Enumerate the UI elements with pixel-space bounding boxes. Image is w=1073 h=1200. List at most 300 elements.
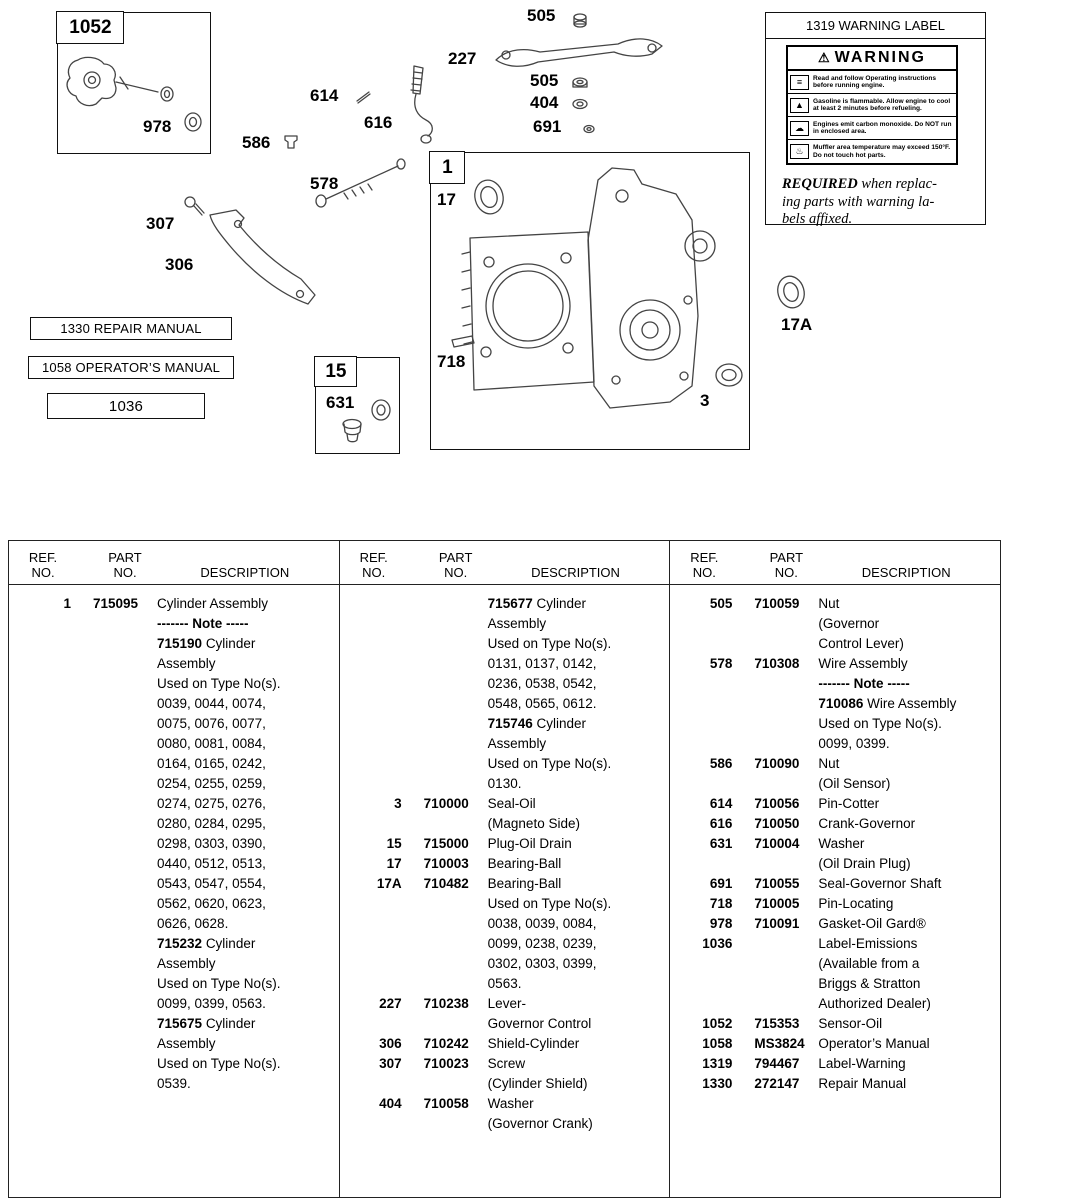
carbon-monoxide-icon: ☁ bbox=[790, 121, 809, 136]
table-row bbox=[340, 754, 670, 774]
table-row bbox=[670, 1054, 1000, 1074]
description: Bearing-Ball bbox=[487, 876, 562, 891]
table-row bbox=[670, 1014, 1000, 1034]
part-callout: 578 bbox=[310, 174, 339, 193]
description: 0080, 0081, 0084, bbox=[157, 736, 266, 751]
part-no bbox=[754, 974, 818, 994]
part-callout: 691 bbox=[533, 117, 562, 136]
part-no bbox=[754, 634, 818, 654]
description: 0563. bbox=[487, 976, 522, 991]
part-no bbox=[93, 734, 157, 754]
part-no bbox=[754, 774, 818, 794]
parts-column-body bbox=[670, 585, 1000, 1094]
ref-no: 307 bbox=[379, 1056, 402, 1071]
ref-no: 614 bbox=[709, 796, 733, 811]
table-row bbox=[340, 714, 670, 734]
parts-column-header bbox=[9, 541, 339, 585]
part-no bbox=[424, 754, 488, 774]
part-no: 710050 bbox=[754, 816, 800, 831]
part-no: 710090 bbox=[754, 756, 800, 771]
table-row bbox=[9, 774, 339, 794]
part-no bbox=[424, 654, 488, 674]
table-row bbox=[9, 1034, 339, 1054]
table-row bbox=[9, 674, 339, 694]
part-no bbox=[93, 914, 157, 934]
part-no: 272147 bbox=[754, 1076, 800, 1091]
description: 0539. bbox=[157, 1076, 191, 1091]
part-callout: 306 bbox=[165, 255, 194, 274]
part-callout: 616 bbox=[364, 113, 393, 132]
table-row bbox=[670, 994, 1000, 1014]
table-row bbox=[9, 814, 339, 834]
operating-instructions-icon: ≡ bbox=[790, 75, 809, 90]
table-row bbox=[670, 674, 1000, 694]
part-no bbox=[424, 614, 488, 634]
description: 715746 Cylinder bbox=[487, 716, 587, 731]
table-row bbox=[670, 634, 1000, 654]
description: 0543, 0547, 0554, bbox=[157, 876, 266, 891]
part-no bbox=[754, 994, 818, 1014]
ref-no bbox=[346, 634, 402, 654]
part-no bbox=[424, 934, 488, 954]
col-header-part-no: PART NO. bbox=[108, 550, 142, 580]
part-no bbox=[424, 734, 488, 754]
warning-row bbox=[788, 117, 956, 140]
warning-triangle-icon: ⚠ bbox=[818, 50, 830, 65]
table-row bbox=[670, 934, 1000, 954]
description: 0548, 0565, 0612. bbox=[487, 696, 597, 711]
description: Assembly bbox=[487, 616, 547, 631]
parts-column bbox=[9, 541, 339, 1197]
assembly-group-ref-label: 1052 bbox=[56, 11, 124, 44]
table-row bbox=[9, 1074, 339, 1094]
ref-no bbox=[346, 894, 402, 914]
ref-no bbox=[676, 694, 732, 714]
description: Briggs & Stratton bbox=[818, 976, 921, 991]
parts-column-header bbox=[340, 541, 670, 585]
warning-row-text: Read and follow Operating instructions before running engine. bbox=[813, 74, 937, 89]
description: 0131, 0137, 0142, bbox=[487, 656, 597, 671]
table-row bbox=[340, 814, 670, 834]
part-no bbox=[93, 794, 157, 814]
part-no bbox=[93, 754, 157, 774]
description: Authorized Dealer) bbox=[818, 996, 931, 1011]
table-row bbox=[340, 914, 670, 934]
part-no: 710003 bbox=[423, 856, 469, 871]
table-row bbox=[9, 594, 339, 614]
ref-no bbox=[346, 654, 402, 674]
part-no bbox=[754, 714, 818, 734]
warning-label-rows bbox=[788, 71, 956, 163]
description: Nut bbox=[818, 756, 840, 771]
part-no bbox=[424, 894, 488, 914]
table-row bbox=[670, 714, 1000, 734]
description: (Oil Sensor) bbox=[818, 776, 891, 791]
description: (Magneto Side) bbox=[487, 816, 580, 831]
ref-no bbox=[676, 974, 732, 994]
ref-no: 616 bbox=[709, 816, 733, 831]
part-no bbox=[93, 774, 157, 794]
assembly-group-box bbox=[57, 12, 211, 154]
ref-no: 1330 bbox=[702, 1076, 733, 1091]
description: Used on Type No(s). bbox=[487, 896, 612, 911]
description: Crank-Governor bbox=[818, 816, 916, 831]
ref-no bbox=[15, 714, 71, 734]
part-callout: 3 bbox=[700, 391, 710, 410]
description: 0298, 0303, 0390, bbox=[157, 836, 266, 851]
description: Used on Type No(s). bbox=[487, 636, 612, 651]
description: Operator’s Manual bbox=[818, 1036, 930, 1051]
description: Lever- bbox=[487, 996, 526, 1011]
warning-panel-title: 1319 WARNING LABEL bbox=[766, 13, 985, 39]
ref-no bbox=[676, 954, 732, 974]
ref-no bbox=[676, 634, 732, 654]
ref-no bbox=[346, 954, 402, 974]
ref-no bbox=[15, 954, 71, 974]
ref-no bbox=[346, 614, 402, 634]
description: 0254, 0255, 0259, bbox=[157, 776, 266, 791]
table-row bbox=[670, 734, 1000, 754]
ref-no bbox=[346, 1114, 402, 1134]
table-row bbox=[670, 854, 1000, 874]
col-header-ref-no: REF. NO. bbox=[28, 550, 58, 580]
description: (Governor bbox=[818, 616, 880, 631]
part-callout: 404 bbox=[530, 93, 559, 112]
part-no bbox=[424, 694, 488, 714]
table-row bbox=[9, 1054, 339, 1074]
description: 0039, 0044, 0074, bbox=[157, 696, 266, 711]
part-no bbox=[93, 874, 157, 894]
description: Used on Type No(s). bbox=[157, 1056, 281, 1071]
ref-no bbox=[346, 1074, 402, 1094]
ref-no bbox=[15, 674, 71, 694]
description: Seal-Governor Shaft bbox=[818, 876, 942, 891]
table-row bbox=[670, 1034, 1000, 1054]
col-header-ref-no: REF. NO. bbox=[359, 550, 388, 580]
ref-no: 3 bbox=[394, 796, 402, 811]
part-no: MS3824 bbox=[754, 1036, 805, 1051]
ref-no: 404 bbox=[379, 1096, 402, 1111]
description: 0099, 0399. bbox=[818, 736, 890, 751]
table-row bbox=[340, 794, 670, 814]
description: ------- Note ----- bbox=[818, 676, 910, 691]
description: (Cylinder Shield) bbox=[487, 1076, 588, 1091]
ref-no bbox=[15, 834, 71, 854]
ref-no bbox=[15, 694, 71, 714]
ref-no: 1319 bbox=[702, 1056, 733, 1071]
table-row bbox=[340, 954, 670, 974]
ref-no: 1036 bbox=[702, 936, 733, 951]
part-no bbox=[93, 1074, 157, 1094]
description: Assembly bbox=[157, 1036, 216, 1051]
description: (Oil Drain Plug) bbox=[818, 856, 911, 871]
description: 0038, 0039, 0084, bbox=[487, 916, 597, 931]
ref-no bbox=[676, 614, 732, 634]
description: Screw bbox=[487, 1056, 526, 1071]
table-row bbox=[9, 634, 339, 654]
ref-no bbox=[346, 714, 402, 734]
part-no bbox=[93, 894, 157, 914]
ref-no bbox=[15, 654, 71, 674]
table-row bbox=[670, 594, 1000, 614]
description: 0236, 0538, 0542, bbox=[487, 676, 597, 691]
part-no bbox=[93, 714, 157, 734]
part-no bbox=[93, 674, 157, 694]
table-row bbox=[9, 694, 339, 714]
ref-no bbox=[15, 874, 71, 894]
description: (Available from a bbox=[818, 956, 920, 971]
warning-label-panel bbox=[765, 12, 986, 225]
ref-no bbox=[15, 634, 71, 654]
description: Cylinder Assembly bbox=[157, 596, 269, 611]
ref-no bbox=[15, 614, 71, 634]
ref-no bbox=[676, 994, 732, 1014]
description: Wire Assembly bbox=[818, 656, 908, 671]
part-no: 710091 bbox=[754, 916, 800, 931]
part-no bbox=[93, 1054, 157, 1074]
parts-column bbox=[669, 541, 1000, 1197]
table-row bbox=[9, 754, 339, 774]
table-row bbox=[670, 954, 1000, 974]
part-no: 710482 bbox=[423, 876, 469, 891]
description: 0562, 0620, 0623, bbox=[157, 896, 266, 911]
ref-no bbox=[676, 774, 732, 794]
description: Assembly bbox=[157, 956, 216, 971]
ref-no bbox=[15, 854, 71, 874]
part-no bbox=[93, 634, 157, 654]
table-row bbox=[670, 614, 1000, 634]
description: Governor Control bbox=[487, 1016, 592, 1031]
part-no: 710059 bbox=[754, 596, 800, 611]
part-callout: 586 bbox=[242, 133, 271, 152]
ref-no: 505 bbox=[709, 596, 733, 611]
part-no: 710023 bbox=[423, 1056, 469, 1071]
required-note-line: REQUIRED when replac- bbox=[782, 176, 937, 192]
description: 0626, 0628. bbox=[157, 916, 229, 931]
warning-row bbox=[788, 71, 956, 94]
part-no: 794467 bbox=[754, 1056, 800, 1071]
ref-no bbox=[15, 934, 71, 954]
part-no: 715095 bbox=[93, 596, 139, 611]
part-no bbox=[424, 674, 488, 694]
part-no bbox=[93, 1034, 157, 1054]
part-no bbox=[93, 954, 157, 974]
warning-row-text: Gasoline is flammable. Allow engine to cool at least 2 minutes before refueling. bbox=[813, 97, 951, 112]
table-row bbox=[340, 854, 670, 874]
description: Used on Type No(s). bbox=[157, 976, 281, 991]
table-row bbox=[340, 1034, 670, 1054]
part-no bbox=[424, 594, 488, 614]
part-callout: 505 bbox=[527, 6, 556, 25]
table-row bbox=[340, 934, 670, 954]
ref-no: 17A bbox=[376, 876, 402, 891]
part-no: 710056 bbox=[754, 796, 800, 811]
ref-no bbox=[15, 974, 71, 994]
table-row bbox=[670, 914, 1000, 934]
description: Nut bbox=[818, 596, 840, 611]
table-row bbox=[340, 694, 670, 714]
table-row bbox=[340, 834, 670, 854]
description: Repair Manual bbox=[818, 1076, 907, 1091]
description: Label-Emissions bbox=[818, 936, 918, 951]
description: Washer bbox=[487, 1096, 534, 1111]
description: 710086 Wire Assembly bbox=[818, 696, 957, 711]
col-header-ref-no: REF. NO. bbox=[690, 550, 719, 580]
part-no bbox=[424, 954, 488, 974]
part-no: 710055 bbox=[754, 876, 800, 891]
ref-no bbox=[15, 774, 71, 794]
description: Gasket-Oil Gard® bbox=[818, 916, 926, 931]
part-no bbox=[93, 854, 157, 874]
table-row bbox=[670, 894, 1000, 914]
description: Assembly bbox=[157, 656, 216, 671]
description: 0274, 0275, 0276, bbox=[157, 796, 266, 811]
table-row bbox=[340, 1054, 670, 1074]
description: 0164, 0165, 0242, bbox=[157, 756, 266, 771]
description: ------- Note ----- bbox=[157, 616, 249, 631]
description: Seal-Oil bbox=[487, 796, 536, 811]
hot-surface-icon: ♨ bbox=[790, 144, 809, 159]
parts-column-header bbox=[670, 541, 1000, 585]
part-callout: 631 bbox=[326, 393, 355, 412]
description: Bearing-Ball bbox=[487, 856, 562, 871]
ref-no: 586 bbox=[709, 756, 733, 771]
ref-no bbox=[15, 1034, 71, 1054]
table-row bbox=[670, 974, 1000, 994]
table-row bbox=[9, 714, 339, 734]
required-note bbox=[782, 176, 976, 229]
part-callout: 505 bbox=[530, 71, 559, 90]
part-no bbox=[93, 834, 157, 854]
ref-no: 691 bbox=[709, 876, 733, 891]
ref-no bbox=[15, 1054, 71, 1074]
warning-row bbox=[788, 140, 956, 163]
col-header-part-no: PART NO. bbox=[438, 550, 473, 580]
table-row bbox=[9, 934, 339, 954]
part-no bbox=[93, 614, 157, 634]
description: Pin-Cotter bbox=[818, 796, 880, 811]
table-row bbox=[340, 1114, 670, 1134]
description: 0075, 0076, 0077, bbox=[157, 716, 266, 731]
col-header-description: DESCRIPTION bbox=[861, 565, 951, 580]
table-row bbox=[340, 774, 670, 794]
part-no bbox=[754, 854, 818, 874]
table-row bbox=[9, 954, 339, 974]
ref-no: 227 bbox=[379, 996, 402, 1011]
part-no bbox=[754, 734, 818, 754]
description: Shield-Cylinder bbox=[487, 1036, 580, 1051]
warning-row bbox=[788, 94, 956, 117]
warning-row-text: Muffler area temperature may exceed 150°F. Do not touch hot parts. bbox=[813, 144, 951, 159]
table-row bbox=[340, 734, 670, 754]
ref-no bbox=[346, 814, 402, 834]
description: 715677 Cylinder bbox=[487, 596, 587, 611]
part-no: 710000 bbox=[423, 796, 469, 811]
table-row bbox=[340, 634, 670, 654]
ref-no bbox=[676, 854, 732, 874]
table-row bbox=[9, 994, 339, 1014]
ref-no bbox=[346, 1014, 402, 1034]
table-row bbox=[9, 914, 339, 934]
ref-no: 1058 bbox=[702, 1036, 733, 1051]
ref-no bbox=[15, 1074, 71, 1094]
part-no bbox=[754, 674, 818, 694]
ref-no: 15 bbox=[386, 836, 402, 851]
ref-no: 306 bbox=[379, 1036, 402, 1051]
part-no: 715353 bbox=[754, 1016, 800, 1031]
table-row bbox=[9, 794, 339, 814]
part-callout: 17A bbox=[781, 315, 813, 334]
ref-no: 718 bbox=[709, 896, 733, 911]
table-row bbox=[9, 874, 339, 894]
part-no: 710004 bbox=[754, 836, 800, 851]
description: Plug-Oil Drain bbox=[487, 836, 572, 851]
ref-no bbox=[15, 894, 71, 914]
exploded-parts-diagram bbox=[0, 0, 1073, 540]
required-note-line: ing parts with warning la- bbox=[782, 193, 935, 210]
table-row bbox=[670, 694, 1000, 714]
ref-no bbox=[346, 774, 402, 794]
part-no bbox=[93, 994, 157, 1014]
part-no bbox=[93, 974, 157, 994]
warning-label-heading bbox=[788, 47, 956, 71]
table-row bbox=[9, 894, 339, 914]
ref-no bbox=[346, 694, 402, 714]
part-callout: 978 bbox=[143, 117, 172, 136]
part-no bbox=[424, 914, 488, 934]
part-no: 710242 bbox=[423, 1036, 469, 1051]
parts-column-body bbox=[340, 585, 670, 1134]
part-no: 710308 bbox=[754, 656, 800, 671]
description: 0130. bbox=[487, 776, 522, 791]
description: (Governor Crank) bbox=[487, 1116, 593, 1131]
description: 715232 Cylinder bbox=[157, 936, 256, 951]
ref-no bbox=[346, 674, 402, 694]
table-row bbox=[9, 614, 339, 634]
part-no bbox=[93, 934, 157, 954]
part-no bbox=[424, 1014, 488, 1034]
description: 715675 Cylinder bbox=[157, 1016, 256, 1031]
table-row bbox=[340, 874, 670, 894]
table-row bbox=[9, 974, 339, 994]
ref-no bbox=[15, 734, 71, 754]
description: 0440, 0512, 0513, bbox=[157, 856, 266, 871]
ref-no bbox=[676, 674, 732, 694]
table-row bbox=[670, 814, 1000, 834]
part-no bbox=[424, 974, 488, 994]
part-callout: 227 bbox=[448, 49, 477, 68]
part-no: 715000 bbox=[423, 836, 469, 851]
table-row bbox=[340, 1014, 670, 1034]
ref-no bbox=[15, 814, 71, 834]
col-header-part-no: PART NO. bbox=[769, 550, 804, 580]
ref-no bbox=[346, 974, 402, 994]
table-row bbox=[340, 1094, 670, 1114]
description: Used on Type No(s). bbox=[487, 756, 612, 771]
manual-label: 1036 bbox=[47, 393, 205, 419]
table-row bbox=[670, 874, 1000, 894]
table-row bbox=[670, 794, 1000, 814]
ref-no bbox=[676, 714, 732, 734]
parts-table bbox=[8, 540, 1001, 1198]
description: Used on Type No(s). bbox=[818, 716, 942, 731]
warning-label-heading-text: WARNING bbox=[834, 49, 926, 66]
warning-row-text: Engines emit carbon monoxide. Do NOT run in enclosed area. bbox=[813, 120, 952, 135]
table-row bbox=[340, 1074, 670, 1094]
description: 715190 Cylinder bbox=[157, 636, 256, 651]
part-no bbox=[424, 774, 488, 794]
part-no bbox=[93, 814, 157, 834]
